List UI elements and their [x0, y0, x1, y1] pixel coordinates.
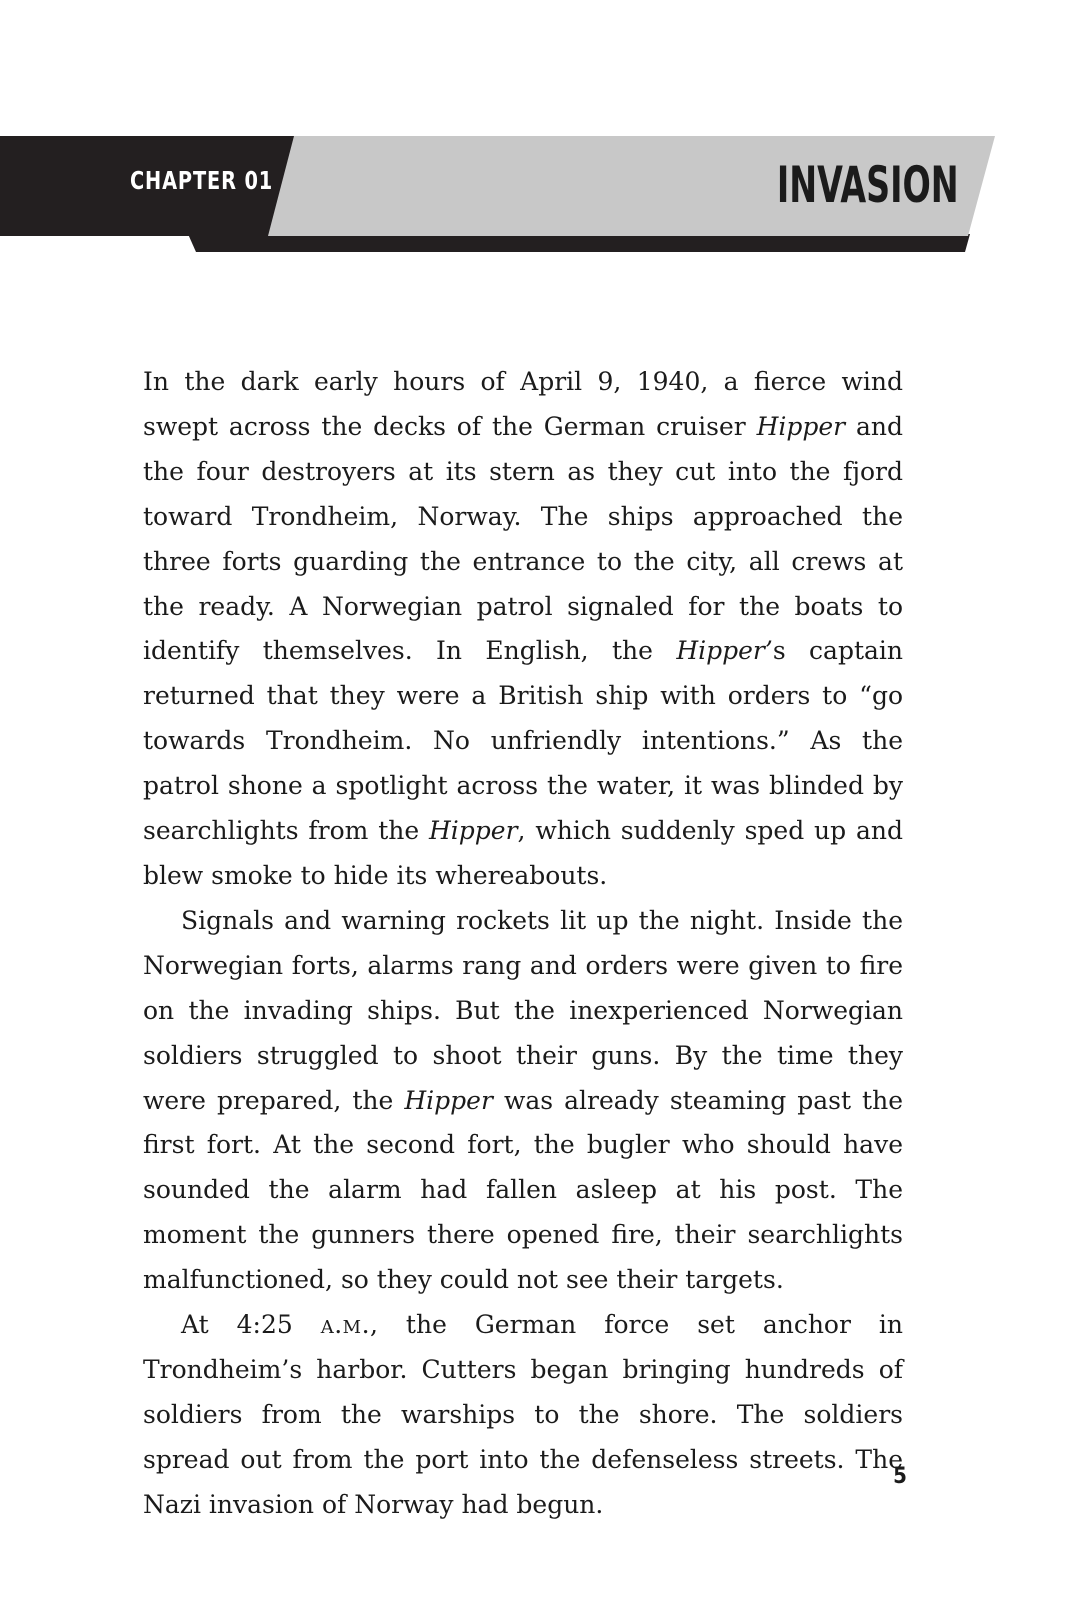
chapter-label: CHAPTER 01 — [130, 166, 274, 195]
body-text — [143, 360, 903, 1528]
paragraph-2: Signals and warning rockets lit up the night. Inside the Norwegian forts, alarms rang and orders were given to fire on the invading ships. But the inexperienced Norwegian soldiers struggled to shoot their guns. By the time they were prepared, the Hipper was already steaming past the first fort. At the second fort, the bugler who should have sounded the alarm had fallen asleep at his post. The moment the gunners there opened fire, their searchlights malfunctioned, so they could not see their targets. — [143, 905, 903, 1295]
paragraph-1: In the dark early hours of April 9, 1940, a fierce wind swept across the decks of the German cruiser Hipper and the four destroyers at its stern as they cut into the fjord toward Trondheim, Norway. The ships approached the three forts guarding the entrance to the city, all crews at the ready. A Norwegian patrol signaled for the boats to identify themselves. In English, the Hipper’s captain returned that they were a British ship with orders to “go towards Trondheim. No unfriendly intentions.” As the patrol shone a spotlight across the water, it was blinded by searchlights from the Hipper, which suddenly sped up and blew smoke to hide its whereabouts. — [143, 367, 903, 890]
page-number: 5 — [893, 1464, 907, 1489]
paragraph-3: At 4:25 a.m., the German force set anchor in Trondheim’s harbor. Cutters began bringing hundreds of soldiers from the warships to the shore. The soldiers spread out from the port into the defenseless streets. The Nazi invasion of Norway had begun. — [143, 1310, 903, 1519]
chapter-title: INVASION — [777, 156, 959, 214]
header-bottom-strip — [188, 234, 970, 252]
